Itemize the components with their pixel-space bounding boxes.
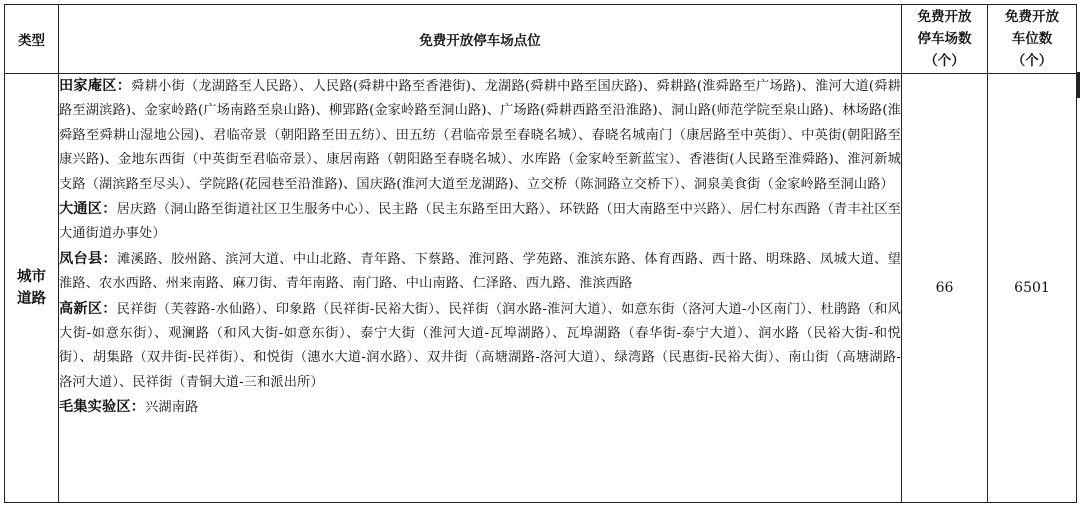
header-row bbox=[5, 5, 1077, 74]
header-locations: 免费开放停车场点位 bbox=[59, 5, 902, 74]
spaces-count: 6501 bbox=[988, 74, 1077, 503]
lots-count: 66 bbox=[902, 74, 988, 503]
category-line: 道路 bbox=[17, 290, 46, 307]
district-roads: 居庆路（洞山路至街道社区卫生服务中心）、民主路（民主东路至田大路）、环铁路（田大南路至中兴路）、居仁村东西路（青丰社区至大通街道办事处） bbox=[59, 202, 901, 242]
header-spaces-line: 车位数 bbox=[1011, 31, 1053, 47]
header-spaces bbox=[988, 5, 1077, 74]
header-spaces-line: （个） bbox=[1011, 53, 1053, 69]
district-name: 田家庵区： bbox=[59, 78, 132, 94]
parking-table bbox=[4, 4, 1077, 503]
header-lots-line: 免费开放 bbox=[917, 9, 972, 25]
district-name: 凤台县： bbox=[59, 250, 118, 267]
district-entry bbox=[59, 297, 901, 396]
district-roads: 民祥街（芙蓉路-水仙路）、印象路（民祥街-民裕大街）、民祥街（润水路-淮河大道）、如意东街（洛河大道-小区南门）、杜鹃路（和风大街-如意东街）、观澜路（和风大街-如意东街）、泰宁大街（淮河大道-瓦埠湖路）、瓦埠湖路（春华街-泰宁大道）、润水路（民裕大街-和悦街）、胡集路（双井街-民祥街）、和悦街（潓水大道-润水路）、双井街（高塘湖路-洛河大道）、绿湾路（民惠街-民裕大街）、南山街（高塘湖路-洛河大道）、民祥街（青铜大道-三和派出所） bbox=[59, 301, 901, 390]
category-cell bbox=[5, 74, 59, 503]
header-lots-line: （个） bbox=[924, 53, 965, 69]
header-lots bbox=[902, 5, 988, 74]
table-row bbox=[5, 74, 1077, 503]
header-lots-line: 停车场数 bbox=[917, 31, 972, 47]
district-name: 毛集实验区： bbox=[59, 399, 146, 416]
locations-cell bbox=[59, 74, 902, 503]
district-roads: 滩溪路、胶州路、滨河大道、中山北路、青年路、下蔡路、淮河路、学苑路、淮滨东路、体育西路、西十路、明珠路、凤城大道、望淮路、农水西路、州来南路、麻刀街、青年南路、南门路、中山南路、仁泽路、西九路、淮滨西路 bbox=[59, 251, 901, 292]
header-type: 类型 bbox=[5, 5, 59, 74]
district-roads: 兴湖南路 bbox=[145, 400, 199, 416]
district-entry bbox=[59, 395, 901, 420]
district-entry bbox=[59, 74, 901, 197]
district-entry bbox=[59, 247, 901, 297]
district-name: 大通区： bbox=[59, 201, 117, 218]
district-roads: 舜耕小街（龙湖路至人民路）、人民路(舜耕中路至香港街)、龙湖路(舜耕中路至国庆路)、舜耕路(淮舜路至广场路)、淮河大道(舜耕路至湖滨路)、金家岭路(广场南路至泉山路)、柳郢路(金家岭路至洞山路)、广场路(舜耕西路至沿淮路)、洞山路(师范学院至泉山路)、林场路(淮舜路至舜耕山湿地公园)、君临帝景（朝阳路至田五纺）、田五纺（君临帝景至春晓名城）、春晓名城南门（康居路至中英街）、中英街(朝阳路至康兴路)、金地东西街（中英街至君临帝景）、康居南路（朝阳路至春晓名城）、水库路（金家岭至新蓝宝）、香港街(人民路至淮舜路)、淮河新城支路（湖滨路至尽头）、学院路(花园巷至沿淮路)、国庆路(淮河大道至龙湖路)、立交桥（陈洞路立交桥下）、洞泉美食街（金家岭路至洞山路） bbox=[59, 79, 901, 192]
header-spaces-line: 免费开放 bbox=[1005, 9, 1059, 25]
category-line: 城市 bbox=[17, 268, 46, 285]
district-entry bbox=[59, 197, 901, 247]
district-name: 高新区： bbox=[59, 300, 117, 317]
